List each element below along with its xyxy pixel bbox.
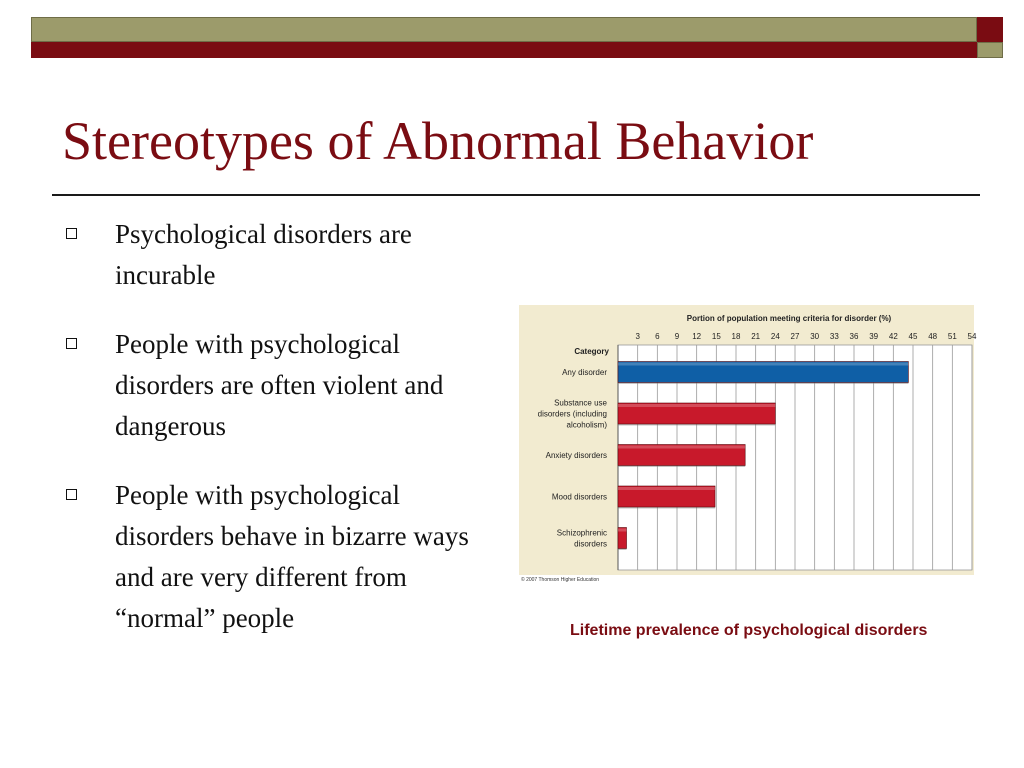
category-label: disorders (including	[537, 409, 607, 419]
x-tick-label: 3	[635, 332, 640, 341]
x-tick-label: 6	[655, 332, 660, 341]
header-band-red	[31, 42, 977, 58]
chart-caption: Lifetime prevalence of psychological disorders	[570, 622, 928, 639]
header-band-olive	[31, 17, 977, 42]
bullet-text: Psychological disorders are incurable	[115, 219, 412, 290]
chart-copyright: © 2007 Thomson Higher Education	[521, 577, 600, 583]
x-tick-label: 24	[770, 332, 780, 341]
corner-square-red	[977, 17, 1003, 42]
x-tick-label: 30	[810, 332, 820, 341]
category-label: Substance use	[554, 398, 607, 408]
x-tick-label: 21	[751, 332, 761, 341]
x-tick-label: 33	[829, 332, 839, 341]
category-label: disorders	[574, 539, 607, 549]
bar-highlight	[618, 446, 745, 449]
bar-highlight	[618, 363, 908, 366]
x-tick-label: 54	[967, 332, 977, 341]
square-bullet-icon	[66, 228, 77, 239]
category-label: Anxiety disorders	[545, 451, 607, 460]
x-tick-label: 12	[692, 332, 702, 341]
bullet-list	[62, 214, 502, 667]
bar-highlight	[618, 404, 775, 407]
x-tick-label: 39	[869, 332, 879, 341]
corner-square-olive	[977, 42, 1003, 58]
chart-title: Portion of population meeting criteria for disorder (%)	[686, 314, 892, 323]
x-tick-label: 15	[711, 332, 721, 341]
category-label: Any disorder	[562, 368, 607, 377]
category-label: alcoholism)	[566, 420, 607, 430]
chart-panel	[519, 305, 977, 575]
x-tick-label: 45	[908, 332, 918, 341]
x-tick-label: 48	[928, 332, 938, 341]
square-bullet-icon	[66, 489, 77, 500]
bar-highlight	[618, 487, 715, 490]
bullet-item	[62, 475, 502, 639]
bar-highlight	[618, 529, 627, 532]
category-header: Category	[574, 347, 609, 356]
x-tick-label: 36	[849, 332, 859, 341]
category-label: Schizophrenic	[556, 528, 607, 538]
x-tick-label: 42	[888, 332, 898, 341]
x-tick-label: 18	[731, 332, 741, 341]
prevalence-bar-chart	[519, 305, 977, 575]
x-tick-label: 9	[674, 332, 680, 341]
bullet-text: People with psychological disorders are often violent and dangerous	[115, 329, 444, 441]
bullet-text: People with psychological disorders behave in bizarre ways and are very different from “normal” people	[115, 480, 469, 633]
bullet-item	[62, 214, 502, 296]
x-tick-label: 51	[947, 332, 957, 341]
x-tick-label: 27	[790, 332, 800, 341]
square-bullet-icon	[66, 338, 77, 349]
bullet-item	[62, 324, 502, 447]
category-label: Mood disorders	[551, 492, 607, 502]
slide-title: Stereotypes of Abnormal Behavior	[62, 111, 814, 171]
title-divider	[52, 194, 980, 196]
